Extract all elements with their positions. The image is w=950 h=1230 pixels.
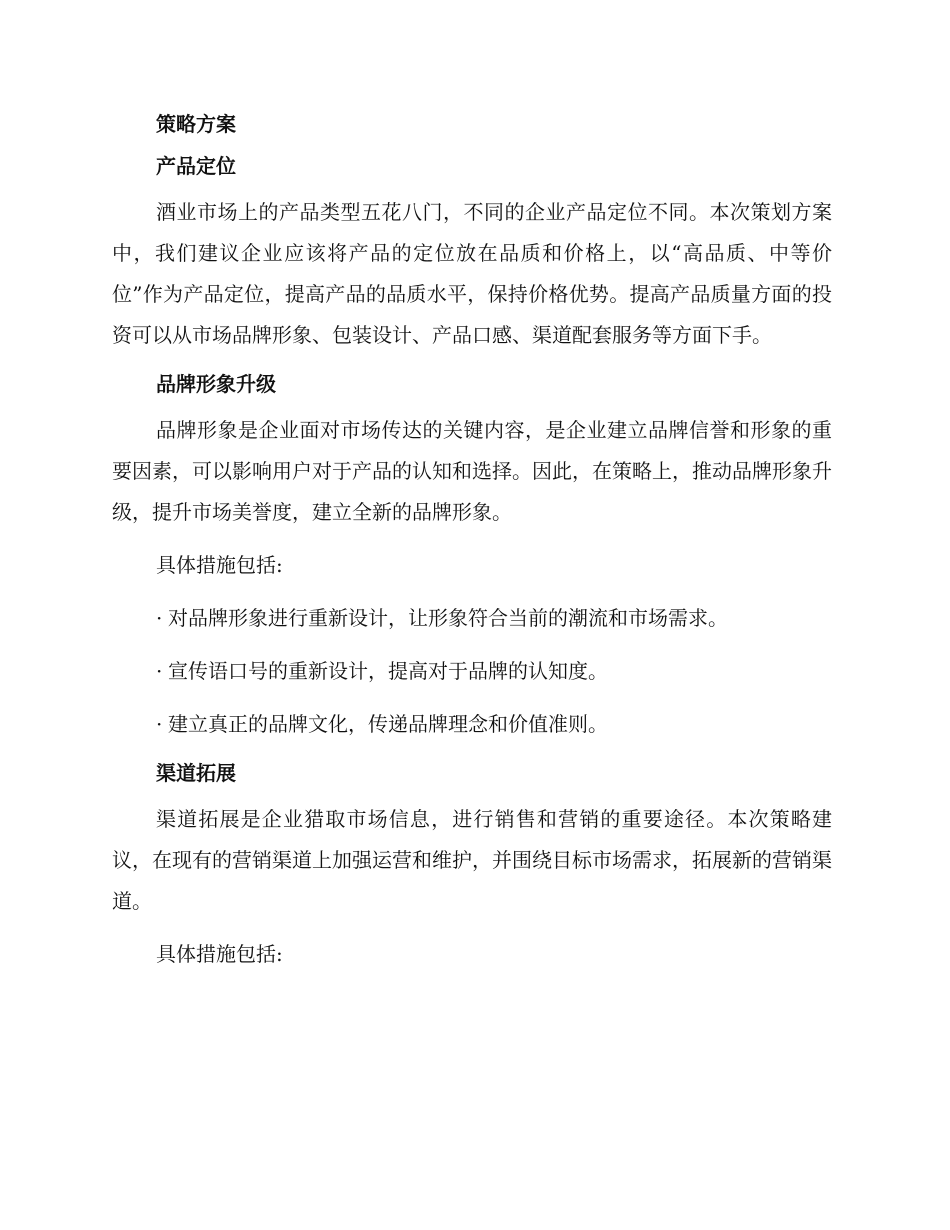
heading-channel-expansion: 渠道拓展	[156, 761, 236, 785]
heading-brand-upgrade: 品牌形象升级	[156, 372, 276, 396]
bullet-item	[112, 704, 832, 745]
bullet-text: 宣传语口号的重新设计，提高对于品牌的认知度。	[168, 659, 608, 683]
bullet-item	[112, 598, 832, 639]
paragraph-product-positioning: 酒业市场上的产品类型五花八门，不同的企业产品定位不同。本次策划方案中，我们建议企业应该将产品的定位放在品质和价格上，以“高品质、中等价位”作为产品定位，提高产品的品质水平，保持价格优势。提高产品质量方面的投资可以从市场品牌形象、包装设计、产品口感、渠道配套服务等方面下手。	[112, 200, 832, 347]
heading-product-positioning: 产品定位	[156, 154, 236, 178]
bullet-text: 建立真正的品牌文化，传递品牌理念和价值准则。	[168, 712, 608, 736]
heading-strategy: 策略方案	[156, 112, 236, 136]
bullet-text: 对品牌形象进行重新设计，让形象符合当前的潮流和市场需求。	[168, 606, 728, 630]
document-body	[112, 108, 832, 987]
paragraph-brand-upgrade: 品牌形象是企业面对市场传达的关键内容，是企业建立品牌信誉和形象的重要因素，可以影响用户对于产品的认知和选择。因此，在策略上，推动品牌形象升级，提升市场美誉度，建立全新的品牌形象。	[112, 418, 832, 524]
bullet-item	[112, 651, 832, 692]
measures-intro: 具体措施包括:	[156, 942, 283, 966]
bullet-mark: ·	[156, 659, 163, 683]
bullet-mark: ·	[156, 712, 163, 736]
bullet-mark: ·	[156, 606, 163, 630]
measures-intro: 具体措施包括:	[156, 553, 283, 577]
paragraph-channel-expansion: 渠道拓展是企业猎取市场信息，进行销售和营销的重要途径。本次策略建议，在现有的营销渠道上加强运营和维护，并围绕目标市场需求，拓展新的营销渠道。	[112, 807, 832, 913]
